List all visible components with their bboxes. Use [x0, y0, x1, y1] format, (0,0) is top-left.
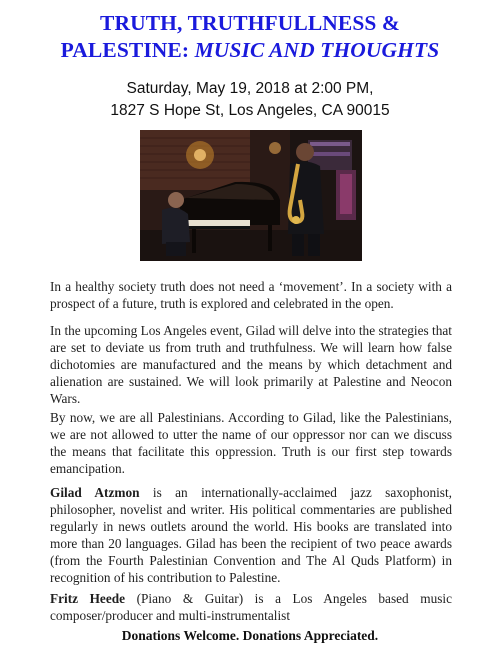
- event-address: 1827 S Hope St, Los Angeles, CA 90015: [110, 102, 390, 119]
- fritz-name: Fritz Heede: [50, 591, 126, 606]
- event-title-line-1: TRUTH, TRUTHFULLNESS &: [100, 11, 400, 35]
- donations-note: Donations Welcome. Donations Appreciated.: [121, 628, 379, 643]
- fritz-bio-text: (Piano & Guitar) is a Los Angeles based music composer/producer and multi-instrumentalist: [50, 591, 452, 623]
- event-title-italic: MUSIC AND THOUGHTS: [194, 38, 440, 62]
- performance-photo: [140, 130, 362, 261]
- gilad-name: Gilad Atzmon: [50, 485, 140, 500]
- event-title-line-2: [0, 37, 500, 64]
- palestinians-paragraph: By now, we are all Palestinians. According to Gilad, like the Palestinians, we are not allowed to utter the name of our oppressor nor can we discuss the means that facilitate this oppression. Truth is our first step towards emancipation.: [50, 410, 452, 476]
- event-date-time: Saturday, May 19, 2018 at 2:00 PM,: [126, 80, 374, 97]
- gilad-bio-paragraph: [50, 484, 452, 586]
- event-description-paragraph: In the upcoming Los Angeles event, Gilad will delve into the strategies that are set to deviate us from truth and truthfulness. We will learn how false dichotomies are manufactured and the means by which detachment and alienation are sustained. We will look primarily at Palestine and Neocon Wars.: [50, 323, 452, 406]
- gilad-bio-text: is an internationally-acclaimed jazz saxophonist, philosopher, novelist and writer. His political commentaries are published regularly in news outlets around the world. His books are translated into more than 20 languages. Gilad has been the recipient of two peace awards (from the Fourth Palestinian Convention and The Al Quds Platform) in recognition of his contribution to Palestine.: [50, 485, 453, 585]
- fritz-bio-paragraph: [50, 590, 452, 624]
- event-title-plain: PALESTINE:: [60, 38, 195, 62]
- intro-paragraph: In a healthy society truth does not need a ‘movement’. In a society with a prospect of a future, truth is explored and celebrated in the open.: [50, 279, 452, 311]
